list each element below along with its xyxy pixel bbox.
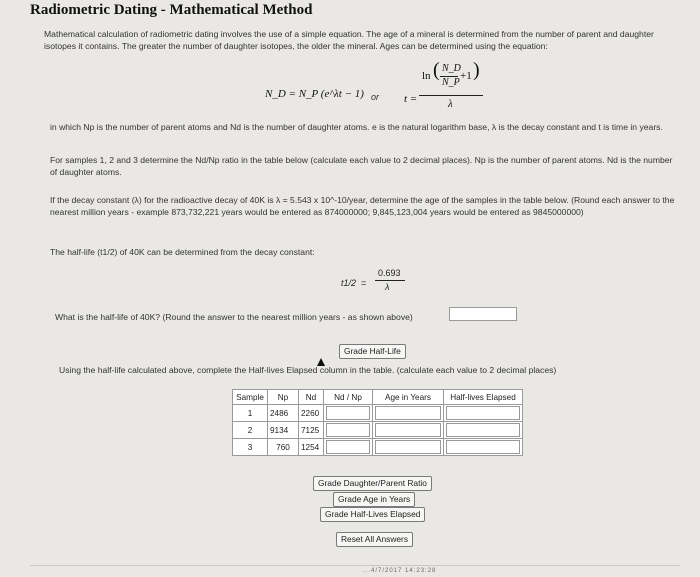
sample-cell: 3	[233, 439, 268, 456]
t-label: t =	[404, 93, 418, 105]
halflife-question: What is the half-life of 40K? (Round the answer to the nearest million years - as shown above)	[55, 312, 413, 322]
header-sample: Sample	[233, 390, 268, 405]
header-halflives: Half-lives Elapsed	[444, 390, 523, 405]
nd-cell: 1254	[299, 439, 324, 456]
intro-text: Mathematical calculation of radiometric dating involves the use of a simple equation. The age of a mineral is determined from the number of parent and daughter isotopes it contains. The greater the number of daughter isotopes, the older the mineral. Ages can be determined using the equation:	[44, 29, 654, 51]
lambda-symbol: λ	[448, 98, 453, 110]
samples-table	[232, 389, 523, 456]
table-instruction: Using the half-life calculated above, complete the Half-lives Elapsed column in the table. (calculate each value to 2 decimal places)	[59, 365, 557, 375]
halflives-input-1[interactable]	[446, 406, 520, 420]
header-nd: Nd	[299, 390, 324, 405]
halflife-input[interactable]	[449, 307, 517, 321]
nd-cell: 7125	[299, 422, 324, 439]
definitions-text: in which Np is the number of parent atoms and Nd is the number of daughter atoms. e is the natural logarithm base, λ is the decay constant and t is time in years.	[50, 122, 663, 132]
nd-symbol: N_D	[442, 63, 461, 74]
grade-halflives-button[interactable]: Grade Half-Lives Elapsed	[320, 507, 425, 522]
sample-cell: 2	[233, 422, 268, 439]
table-row	[233, 405, 523, 422]
header-np: Np	[268, 390, 299, 405]
halflives-input-3[interactable]	[446, 440, 520, 454]
ratio-input-3[interactable]	[326, 440, 370, 454]
samples-instruction: For samples 1, 2 and 3 determine the Nd/Np ratio in the table below (calculate each value to 2 decimal places). Np is the number of parent atoms. Nd is the number of daughter atoms.	[50, 155, 673, 177]
age-input-2[interactable]	[375, 423, 441, 437]
table-header-row	[233, 390, 523, 405]
plus-one: +1	[460, 70, 472, 82]
reset-answers-button[interactable]: Reset All Answers	[336, 532, 413, 547]
footer-timestamp: ...4/7/2017 14:23:28	[363, 568, 437, 574]
equation-nd: N_D = N_P (e^λt − 1)	[265, 88, 364, 100]
grade-halflife-button[interactable]: Grade Half-Life	[339, 344, 406, 359]
age-input-3[interactable]	[375, 440, 441, 454]
halflife-denominator: λ	[385, 282, 390, 292]
sample-cell: 1	[233, 405, 268, 422]
ratio-input-1[interactable]	[326, 406, 370, 420]
np-cell: 9134	[268, 422, 299, 439]
header-ratio: Nd / Np	[324, 390, 373, 405]
header-age: Age in Years	[373, 390, 444, 405]
halflife-lhs: t1/2	[341, 278, 357, 288]
table-row	[233, 422, 523, 439]
np-cell: 2486	[268, 405, 299, 422]
halflives-input-2[interactable]	[446, 423, 520, 437]
page-title: Radiometric Dating - Mathematical Method	[30, 2, 313, 18]
np-symbol: N_P	[442, 77, 460, 88]
equation-or: or	[371, 92, 380, 102]
decay-instruction: If the decay constant (λ) for the radioactive decay of 40K is λ = 5.543 x 10^-10/year, determine the age of the samples in the table below. (Round each answer to the nearest million years - example 873,732,221 years would be entered as 874000000; 9,845,123,004 years would be entered as 9845000000)	[50, 195, 675, 217]
ln-label: ln	[422, 70, 431, 82]
table-row	[233, 439, 523, 456]
divider	[30, 565, 680, 566]
np-cell: 760	[268, 439, 299, 456]
halflife-equation	[341, 268, 415, 298]
grade-age-button[interactable]: Grade Age in Years	[333, 492, 415, 507]
halflife-numerator: 0.693	[378, 268, 401, 278]
halflife-equals: =	[361, 278, 367, 288]
age-input-1[interactable]	[375, 406, 441, 420]
ratio-input-2[interactable]	[326, 423, 370, 437]
grade-ratio-button[interactable]: Grade Daughter/Parent Ratio	[313, 476, 432, 491]
nd-cell: 2260	[299, 405, 324, 422]
halflife-intro: The half-life (t1/2) of 40K can be determined from the decay constant:	[50, 247, 315, 257]
equation-t: t = ln ( N_D N_P +1 ) λ	[404, 63, 484, 113]
